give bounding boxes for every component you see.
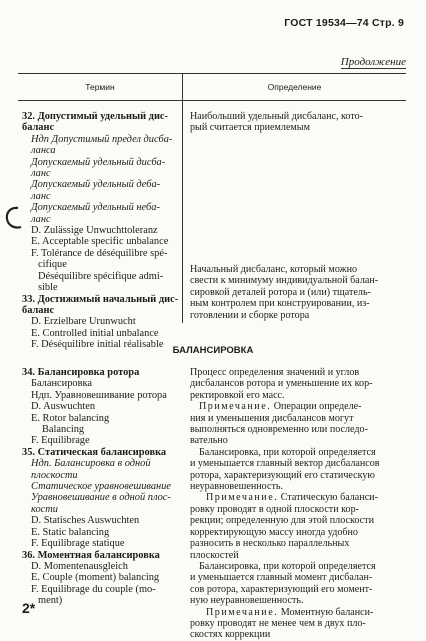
- definition-line: ную неуравновешенность.: [190, 595, 304, 607]
- term-line: ланс: [31, 213, 51, 225]
- definition-line: рый считается приемлемым: [190, 122, 310, 134]
- term-line: D. Zulässige Unwuchttoleranz: [31, 225, 158, 237]
- term-line: Déséquilibre spécifique admi-: [38, 270, 164, 282]
- term-line: Допускаемый удельный дисба-: [31, 156, 166, 168]
- terms-top-column: [22, 111, 178, 351]
- definition-line: Балансировка, при которой определяется: [199, 560, 376, 572]
- definition-line: готовлении и сборке ротора: [190, 309, 310, 321]
- definition-line: Процесс определения значений и углов: [190, 367, 360, 378]
- term-line: 32. Допустимый удельный дис-: [22, 111, 169, 122]
- term-line: Ндп. Уравновешивание ротора: [31, 389, 167, 401]
- definition-line: ным контролем при конструировании, из-: [190, 298, 370, 310]
- term-line: F. Equilibrage du couple (mo-: [31, 583, 156, 595]
- term-line: Уравновешивание в одной плос-: [31, 492, 171, 504]
- definition-line: ния и уменьшения дисбалансов могут: [190, 412, 354, 424]
- term-line: 34. Балансировка ротора: [22, 367, 140, 378]
- term-line: 36. Моментная балансировка: [22, 549, 160, 561]
- term-line: кости: [31, 503, 58, 515]
- definition-line: Примечание. Операции определе-: [199, 401, 362, 413]
- term-line: 33. Достижимый начальный дис-: [22, 293, 179, 305]
- term-line: F. Déséquilibre initial réalisable: [31, 339, 164, 351]
- term-line: Ндп. Балансировка в одной: [31, 458, 151, 470]
- definition-line: ректировкой его масс.: [190, 389, 285, 401]
- terms-bottom-column: [22, 367, 171, 607]
- definitions-top-1: [190, 111, 363, 134]
- term-line: Допускаемый удельный деба-: [31, 179, 161, 191]
- punch-hole-mark: [4, 205, 26, 236]
- standard-number: ГОСТ 19534—74: [284, 17, 369, 29]
- term-line: sible: [38, 282, 58, 294]
- term-line: F. Equilibrage statique: [31, 538, 125, 550]
- definition-line: вательно: [190, 435, 228, 447]
- section-title: БАЛАНСИРОВКА: [172, 345, 254, 356]
- definition-line: Начальный дисбаланс, который можно: [190, 264, 358, 275]
- term-line: D. Auswuchten: [31, 401, 96, 413]
- term-line: ланса: [31, 145, 56, 157]
- term-line: Статическое уравновешивание: [31, 481, 171, 493]
- definition-line: Примечание. Статическую баланси-: [206, 492, 378, 504]
- term-line: баланс: [22, 122, 55, 134]
- definition-line: свести к минимуму индивидуальной балан-: [190, 275, 379, 287]
- term-line: баланс: [22, 304, 55, 316]
- term-line: ment): [38, 595, 63, 607]
- definition-line: и уменьшается главный вектор дисбалансов: [190, 458, 380, 470]
- term-line: Допускаемый удельный неба-: [31, 202, 160, 214]
- term-line: Балансировка: [31, 378, 92, 390]
- definition-line: ровку проводят не менее чем в двух пло-: [190, 617, 366, 629]
- definition-line: плоскостей: [190, 549, 239, 561]
- definition-line: рекции; определенную для этой плоскости: [190, 515, 374, 527]
- definition-column-header: Определение: [267, 82, 322, 92]
- term-line: Balancing: [42, 424, 85, 436]
- term-line: E. Controlled initial unbalance: [31, 327, 159, 339]
- page-label: Стр. 9: [371, 17, 404, 29]
- term-line: F. Tolérance de déséquilibre spé-: [31, 247, 168, 259]
- definition-line: сов ротора, характеризующий его момент-: [190, 583, 373, 595]
- page-header: [284, 17, 404, 29]
- definition-line: выполняться одновременно или последо-: [190, 424, 368, 436]
- definition-line: сировкой деталей ротора и (или) тщатель-: [190, 286, 371, 298]
- term-line: ланс: [31, 168, 51, 180]
- definitions-top-2: [190, 264, 378, 321]
- definition-line: корректирующую массу иногда удобно: [190, 526, 358, 538]
- definition-line: Примечание. Моментную баланси-: [206, 606, 374, 618]
- definitions-bottom-column: [190, 367, 380, 641]
- definition-line: Балансировка, при которой определяется: [199, 446, 376, 458]
- page-number: 2*: [22, 600, 36, 616]
- column-divider: [182, 99, 183, 323]
- term-line: D. Momentenausgleich: [31, 560, 128, 572]
- definition-line: Наибольший удельный дисбаланс, кото-: [190, 111, 364, 122]
- term-column-header: Термин: [85, 82, 115, 92]
- term-line: cifique: [38, 259, 67, 271]
- definition-line: разносить в несколько параллельных: [190, 538, 350, 550]
- term-line: D. Statisches Auswuchten: [31, 515, 140, 527]
- table-header: [18, 73, 406, 101]
- definition-line: ровку проводят в одной плоскости кор-: [190, 503, 359, 515]
- term-line: ланс: [31, 190, 51, 202]
- definition-line: и уменьшается главный момент дисбалан-: [190, 572, 373, 584]
- term-line: плоскости: [31, 469, 78, 481]
- term-line: F. Equilibrage: [31, 435, 90, 447]
- term-line: Ндп Допустимый предел дисба-: [31, 133, 173, 145]
- term-line: E. Rotor balancing: [31, 412, 110, 424]
- continuation-label: Продолжение: [340, 56, 406, 68]
- term-line: E. Couple (moment) balancing: [31, 572, 160, 584]
- definition-line: скостях коррекции: [190, 629, 271, 641]
- term-line: E. Static balancing: [31, 526, 110, 538]
- definition-line: ротора, характеризующий его статическую: [190, 469, 375, 481]
- term-line: D. Erzielbare Urunwucht: [31, 316, 136, 328]
- term-line: 35. Статическая балансировка: [22, 446, 167, 458]
- definition-line: дисбалансов ротора и уменьшение их кор-: [190, 378, 373, 390]
- definition-line: неуравновешенность.: [190, 481, 283, 493]
- term-line: E. Acceptable specific unbalance: [31, 236, 169, 248]
